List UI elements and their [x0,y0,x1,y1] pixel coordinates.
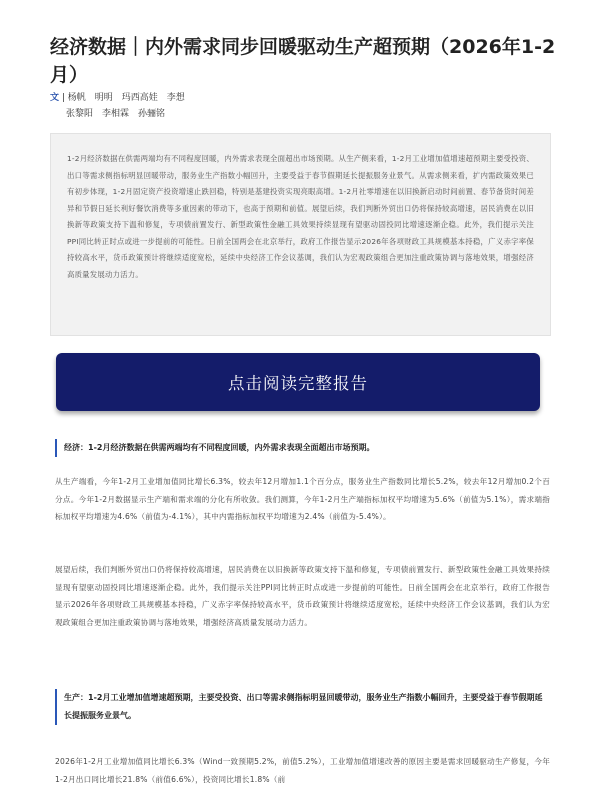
author-tag: 文 [50,93,60,103]
authors-line-2: 张黎阳 李相霖 孙骊铭 [66,109,166,119]
summary-text: 1-2月经济数据在供需两端均有不同程度回暖，内外需求表现全面超出市场预期。从生产侧来看，1-2月工业增加值增速超预期主要受投资、出口等需求侧指标明显回暖带动，服务业生产指数小幅回升，主要受益于春节假期延长提振服务业景气。从需求侧来看，扩内需政策效果已有初步体现，1-2月固定资产投资增速止跌回稳，特别是基建投资实现亮眼高增。1-2月社零增速在以旧换新启动时间前置、春节备货时间差异和节假日延长利好餐饮消费等多重因素的带动下，也高于预期和前值。展望后续，我们判断外贸出口仍将保持较高增速，居民消费在以旧换新等政策支持下温和修复，专项债前置发行、新型政策性金融工具效果持续显现有望驱动固投同比增速逐渐企稳。此外，我们提示关注PPI同比转正时点或进一步提前的可能性。日前全国两会在北京举行，政府工作报告显示2026年各项财政工具规模基本持稳，广义赤字率保持较高水平，货币政策预计将继续适度宽松，延续中央经济工作会议基调，我们认为宏观政策组合更加注重政策协调与落地效果，增强经济高质量发展动力活力。 [67,154,534,279]
author-list: 文 | 杨帆 明明 玛西高娃 李想 张黎阳 李相霖 孙骊铭 [50,90,550,122]
section-heading-economy: 经济：1-2月经济数据在供需两端均有不同程度回暖，内外需求表现全面超出市场预期。 [55,439,550,457]
summary-box [50,133,551,336]
section-heading-production: 生产：1-2月工业增加值增速超预期，主要受投资、出口等需求侧指标明显回暖带动，服务业生产指数小幅回升，主要受益于春节假期延长提振服务业景气。 [55,689,550,725]
authors-line-1: 杨帆 明明 玛西高娃 李想 [67,93,185,103]
paragraph-industrial-output: 2026年1-2月工业增加值同比增长6.3%（Wind一致预期5.2%，前值5.2%），工业增加值增速改善的原因主要是需求回暖驱动生产修复，今年1-2月出口同比增长21.8%（前值6.6%），投资同比增长1.8%（前 [55,757,550,784]
paragraph-production-demand: 从生产端看，今年1-2月工业增加值同比增长6.3%，较去年12月增加1.1个百分点，服务业生产指数同比增长5.2%，较去年12月增加0.2个百分点。今年1-2月数据显示生产端和需求端的分化有所收敛。我们测算，今年1-2月生产端指标加权平均增速为5.6%（前值为5.1%），需求端指标加权平均增速为4.6%（前值为-4.1%），其中内需指标加权平均增速为2.4%（前值为-5.4%）。 [55,477,550,521]
paragraph-outlook: 展望后续，我们判断外贸出口仍将保持较高增速，居民消费在以旧换新等政策支持下温和修复，专项债前置发行、新型政策性金融工具效果持续显现有望驱动固投同比增速逐渐企稳。此外，我们提示关注PPI同比转正时点或进一步提前的可能性。日前全国两会在北京举行，政府工作报告显示2026年各项财政工具规模基本持稳，广义赤字率保持较高水平，货币政策预计将继续适度宽松，延续中央经济工作会议基调，我们认为宏观政策组合更加注重政策协调与落地效果，增强经济高质量发展动力活力。 [55,565,550,627]
report-title: 经济数据｜内外需求同步回暖驱动生产超预期（2026年1-2月） [50,36,556,86]
read-full-report-button[interactable]: 点击阅读完整报告 [56,353,540,411]
